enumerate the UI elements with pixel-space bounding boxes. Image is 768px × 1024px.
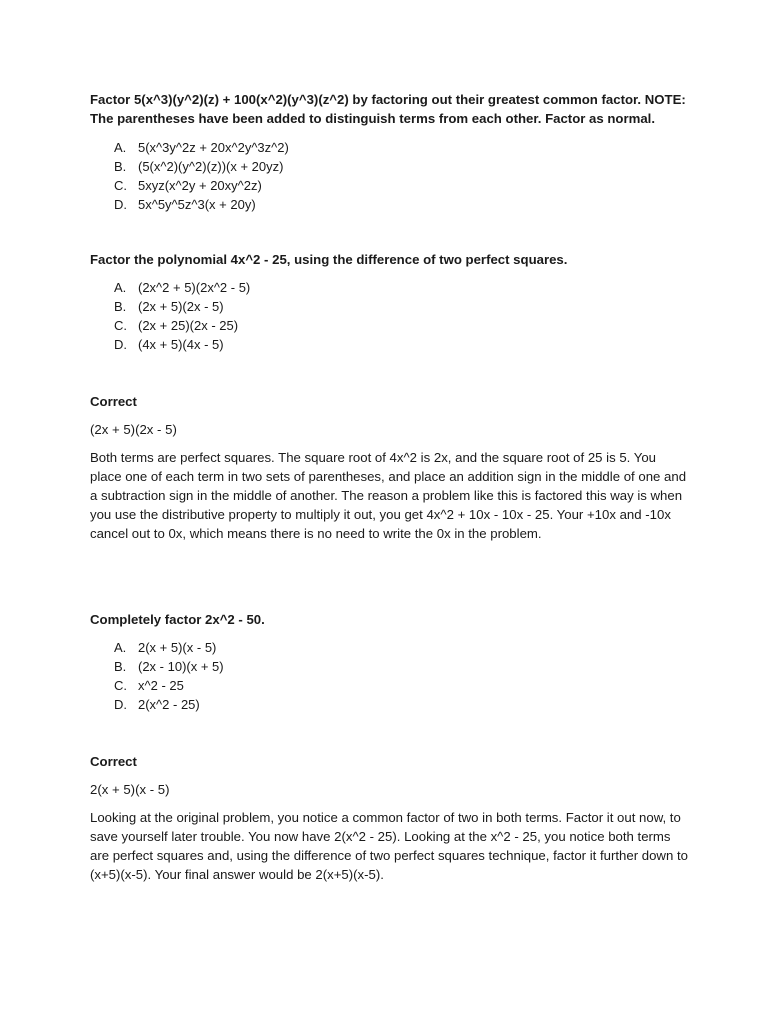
question-1-prompt: Factor 5(x^3)(y^2)(z) + 100(x^2)(y^3)(z^2) by factoring out their greatest common factor. NOTE: The parentheses have been added to distinguish terms from each other. Factor as normal. [90, 92, 686, 126]
question-2-result-label: Correct [90, 394, 137, 409]
question-2-answer: (2x + 5)(2x - 5) [90, 422, 177, 437]
question-2-explanation: Both terms are perfect squares. The square root of 4x^2 is 2x, and the square root of 25 is 5. You place one of each term in two sets of parentheses, and place an addition sign in the middle of one and a subtraction sign in the middle of another. The reason a problem like this is factored this way is when you use the distributive property to multiply it out, you get 4x^2 + 10x - 10x - 25. Your +10x and -10x cancel out to 0x, which means there is no need to write the 0x in the problem. [90, 450, 687, 541]
choice-letter: B. [114, 299, 127, 314]
question-2-prompt: Factor the polynomial 4x^2 - 25, using the difference of two perfect squares. [90, 252, 568, 267]
choice-item [90, 157, 690, 176]
choice-letter: D. [114, 697, 127, 712]
choice-text: (2x - 10)(x + 5) [138, 659, 224, 674]
question-3-choices [90, 638, 690, 714]
choice-item [90, 195, 690, 214]
choice-letter: C. [114, 178, 127, 193]
question-3-prompt: Completely factor 2x^2 - 50. [90, 612, 265, 627]
choice-text: (2x^2 + 5)(2x^2 - 5) [138, 280, 251, 295]
choice-text: 5x^5y^5z^3(x + 20y) [138, 197, 256, 212]
choice-text: 5xyz(x^2y + 20xy^2z) [138, 178, 262, 193]
choice-item [90, 695, 690, 714]
question-3-result-label: Correct [90, 754, 137, 769]
choice-item [90, 638, 690, 657]
question-1-choices [90, 138, 690, 214]
document-page [90, 88, 690, 884]
choice-letter: A. [114, 640, 127, 655]
question-3-explanation: Looking at the original problem, you notice a common factor of two in both terms. Factor it out now, to save yourself later trouble. You now have 2(x^2 - 25). Looking at the x^2 - 25, you notice both terms are perfect squares and, using the difference of two perfect squares technique, factor it further down to (x+5)(x-5). Your final answer would be 2(x+5)(x-5). [90, 810, 688, 882]
choice-letter: C. [114, 318, 127, 333]
choice-item [90, 297, 690, 316]
question-3-answer: 2(x + 5)(x - 5) [90, 782, 170, 797]
question-2-choices [90, 278, 690, 354]
choice-item [90, 176, 690, 195]
choice-letter: A. [114, 280, 127, 295]
choice-text: 5(x^3y^2z + 20x^2y^3z^2) [138, 140, 289, 155]
choice-text: 2(x^2 - 25) [138, 697, 200, 712]
choice-item [90, 335, 690, 354]
choice-item [90, 278, 690, 297]
choice-text: (5(x^2)(y^2)(z))(x + 20yz) [138, 159, 284, 174]
choice-letter: A. [114, 140, 127, 155]
choice-item [90, 657, 690, 676]
choice-text: (4x + 5)(4x - 5) [138, 337, 224, 352]
choice-item [90, 316, 690, 335]
choice-item [90, 138, 690, 157]
choice-text: x^2 - 25 [138, 678, 184, 693]
choice-letter: C. [114, 678, 127, 693]
choice-letter: B. [114, 659, 127, 674]
choice-letter: B. [114, 159, 127, 174]
choice-text: (2x + 25)(2x - 25) [138, 318, 239, 333]
choice-text: (2x + 5)(2x - 5) [138, 299, 224, 314]
choice-text: 2(x + 5)(x - 5) [138, 640, 217, 655]
choice-letter: D. [114, 197, 127, 212]
choice-item [90, 676, 690, 695]
choice-letter: D. [114, 337, 127, 352]
